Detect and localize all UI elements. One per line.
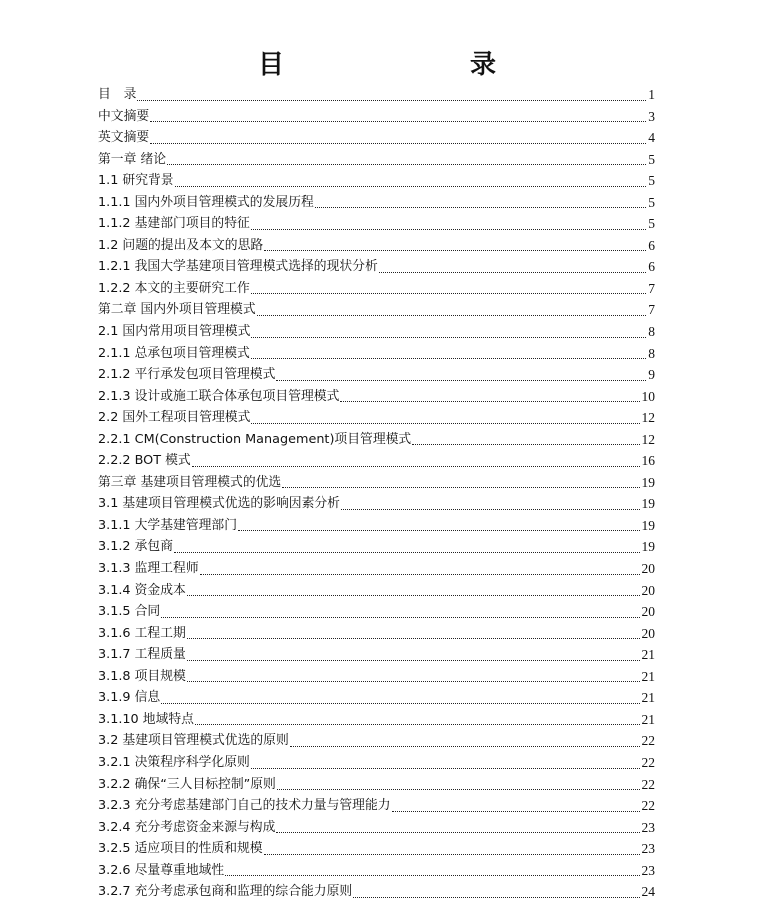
toc-entry[interactable] [98,364,655,386]
toc-entry-page-number: 20 [641,604,655,620]
toc-entry-label: 3.2.5 适应项目的性质和规模 [98,841,263,857]
toc-entry-label: 第三章 基建项目管理模式的优选 [98,474,282,490]
toc-dot-leader [412,444,639,445]
toc-entry[interactable] [98,838,655,860]
toc-entry-page-number: 21 [641,690,655,706]
toc-entry[interactable] [98,515,655,537]
toc-entry-label: 3.1.3 监理工程师 [98,561,199,577]
toc-entry-label: 1.1 研究背景 [98,173,174,189]
toc-entry-page-number: 19 [641,539,655,555]
toc-dot-leader [175,186,647,187]
toc-entry-label: 第一章 绪论 [98,151,167,167]
toc-entry-page-number: 19 [641,496,655,512]
toc-entry[interactable] [98,278,655,300]
toc-entry[interactable] [98,666,655,688]
toc-entry-label: 3.1.8 项目规模 [98,668,186,684]
toc-dot-leader [187,595,640,596]
toc-dot-leader [187,681,640,682]
toc-entry-page-number: 16 [641,453,655,469]
toc-entry-page-number: 12 [641,431,655,447]
toc-entry-label: 2.2.1 CM(Construction Management)项目管理模式 [98,431,412,447]
toc-entry[interactable] [98,774,655,796]
toc-entry-page-number: 1 [648,87,655,102]
toc-dot-leader [150,143,646,144]
toc-entry[interactable] [98,192,655,214]
toc-entry-page-number: 7 [648,280,655,296]
toc-entry-page-number: 20 [641,582,655,598]
toc-heading [98,44,655,84]
toc-dot-leader [257,315,647,316]
toc-entry-page-number: 8 [648,345,655,361]
toc-entry-page-number: 5 [648,216,655,232]
toc-dot-leader [251,293,646,294]
toc-entry[interactable] [98,644,655,666]
toc-entry-page-number: 10 [641,388,655,404]
toc-entry-label: 3.1.9 信息 [98,690,161,706]
toc-dot-leader [379,272,646,273]
toc-entry-label: 3.2.3 充分考虑基建部门自己的技术力量与管理能力 [98,798,391,814]
toc-entry-page-number: 5 [648,194,655,210]
toc-entry[interactable] [98,213,655,235]
toc-entry[interactable] [98,795,655,817]
toc-entry-page-number: 23 [641,862,655,878]
toc-entry[interactable] [98,407,655,429]
toc-entry-page-number: 22 [641,733,655,749]
toc-dot-leader [315,207,646,208]
toc-entry-label: 2.1.3 设计或施工联合体承包项目管理模式 [98,388,340,404]
toc-dot-leader [290,746,640,747]
toc-entry-label: 3.1 基建项目管理模式优选的影响因素分析 [98,496,340,512]
toc-entry-page-number: 21 [641,647,655,663]
toc-entry-page-number: 23 [641,841,655,857]
toc-dot-leader [251,337,646,338]
toc-entry[interactable] [98,536,655,558]
toc-dot-leader [200,574,640,575]
toc-entry-page-number: 5 [648,173,655,189]
toc-dot-leader [192,466,640,467]
toc-entry-page-number: 9 [648,367,655,383]
toc-entry[interactable] [98,730,655,752]
toc-entry[interactable] [98,558,655,580]
toc-dot-leader [225,875,639,876]
toc-entry-label: 3.1.7 工程质量 [98,647,186,663]
toc-dot-leader [251,768,640,769]
toc-entry[interactable] [98,106,655,128]
toc-entry-label: 1.2.2 本文的主要研究工作 [98,280,250,296]
toc-entry[interactable] [98,709,655,731]
toc-entry[interactable] [98,472,655,494]
toc-entry[interactable] [98,386,655,408]
toc-dot-leader [276,832,639,833]
toc-entry-page-number: 22 [641,798,655,814]
toc-dot-leader [353,897,639,898]
toc-entry[interactable] [98,299,655,321]
toc-entry-page-number: 4 [648,130,655,146]
toc-dot-leader [238,530,639,531]
toc-entry-label: 目 录 [98,87,137,102]
toc-entry-label: 英文摘要 [98,130,150,146]
toc-entry-label: 3.1.10 地域特点 [98,711,194,727]
toc-entry-page-number: 6 [648,237,655,253]
toc-entry-page-number: 8 [648,324,655,340]
toc-entry[interactable] [98,881,655,903]
toc-entry-label: 3.2.2 确保“三人目标控制”原则 [98,776,276,792]
toc-entry[interactable] [98,601,655,623]
toc-dot-leader [392,811,640,812]
toc-entry-label: 中文摘要 [98,108,150,124]
toc-dot-leader [341,509,640,510]
toc-dot-leader [187,660,640,661]
toc-entry-page-number: 22 [641,776,655,792]
toc-entry-label: 3.2.1 决策程序科学化原则 [98,754,250,770]
toc-entry[interactable] [98,321,655,343]
toc-entry-label: 3.1.1 大学基建管理部门 [98,517,238,533]
toc-entry-label: 1.2.1 我国大学基建项目管理模式选择的现状分析 [98,259,378,275]
toc-dot-leader [161,617,639,618]
toc-entry[interactable] [98,450,655,472]
toc-entry-page-number: 20 [641,561,655,577]
toc-entry-page-number: 3 [648,108,655,124]
toc-dot-leader [276,380,646,381]
toc-entry-label: 2.2 国外工程项目管理模式 [98,410,251,426]
toc-entry-label: 1.2 问题的提出及本文的思路 [98,237,264,253]
toc-entry-page-number: 19 [641,474,655,490]
toc-entry[interactable] [98,149,655,171]
toc-heading-char-2: 录 [470,50,497,80]
toc-entry[interactable] [98,817,655,839]
toc-entry[interactable] [98,235,655,257]
toc-entry-page-number: 6 [648,259,655,275]
toc-entry-label: 2.2.2 BOT 模式 [98,453,191,469]
toc-entry[interactable] [98,256,655,278]
toc-entry[interactable] [98,493,655,515]
toc-dot-leader [187,638,640,639]
toc-entry-label: 2.1 国内常用项目管理模式 [98,324,251,340]
toc-entry-label: 3.1.5 合同 [98,604,161,620]
toc-entry-page-number: 20 [641,625,655,641]
toc-dot-leader [174,552,639,553]
toc-dot-leader [277,789,640,790]
toc-entry[interactable] [98,127,655,149]
toc-entry-label: 3.1.6 工程工期 [98,625,186,641]
toc-entry-label: 第二章 国内外项目管理模式 [98,302,256,318]
toc-dot-leader [167,164,646,165]
toc-entry-page-number: 24 [641,884,655,900]
toc-entry-page-number: 12 [641,410,655,426]
toc-entry-page-number: 21 [641,668,655,684]
toc-entry[interactable] [98,687,655,709]
toc-entry[interactable] [98,343,655,365]
table-of-contents [98,84,655,903]
toc-dot-leader [251,229,646,230]
toc-entry-label: 3.2.6 尽量尊重地域性 [98,862,225,878]
toc-dot-leader [340,401,639,402]
toc-entry[interactable] [98,752,655,774]
toc-entry[interactable] [98,860,655,882]
toc-entry-page-number: 19 [641,517,655,533]
toc-entry-label: 1.1.2 基建部门项目的特征 [98,216,250,232]
toc-entry-label: 3.2 基建项目管理模式优选的原则 [98,733,289,749]
toc-entry[interactable] [98,623,655,645]
toc-dot-leader [264,250,646,251]
toc-entry[interactable] [98,580,655,602]
toc-entry-label: 2.1.1 总承包项目管理模式 [98,345,250,361]
toc-entry-page-number: 21 [641,711,655,727]
toc-entry[interactable] [98,170,655,192]
toc-dot-leader [150,121,646,122]
toc-dot-leader [282,487,639,488]
toc-entry-page-number: 5 [648,151,655,167]
toc-entry[interactable] [98,429,655,451]
toc-dot-leader [264,854,640,855]
toc-entry-page-number: 23 [641,819,655,835]
toc-entry-label: 2.1.2 平行承发包项目管理模式 [98,367,276,383]
toc-entry[interactable] [98,84,655,106]
toc-entry-label: 3.2.4 充分考虑资金来源与构成 [98,819,276,835]
toc-entry-page-number: 7 [648,302,655,318]
toc-dot-leader [251,358,646,359]
toc-entry-label: 3.1.2 承包商 [98,539,174,555]
toc-entry-label: 1.1.1 国内外项目管理模式的发展历程 [98,194,314,210]
toc-entry-label: 3.2.7 充分考虑承包商和监理的综合能力原则 [98,884,353,900]
toc-heading-char-1: 目 [258,50,285,80]
toc-dot-leader [251,423,639,424]
toc-dot-leader [195,724,640,725]
toc-entry-label: 3.1.4 资金成本 [98,582,186,598]
toc-entry-page-number: 22 [641,754,655,770]
toc-dot-leader [137,100,646,101]
toc-dot-leader [161,703,639,704]
